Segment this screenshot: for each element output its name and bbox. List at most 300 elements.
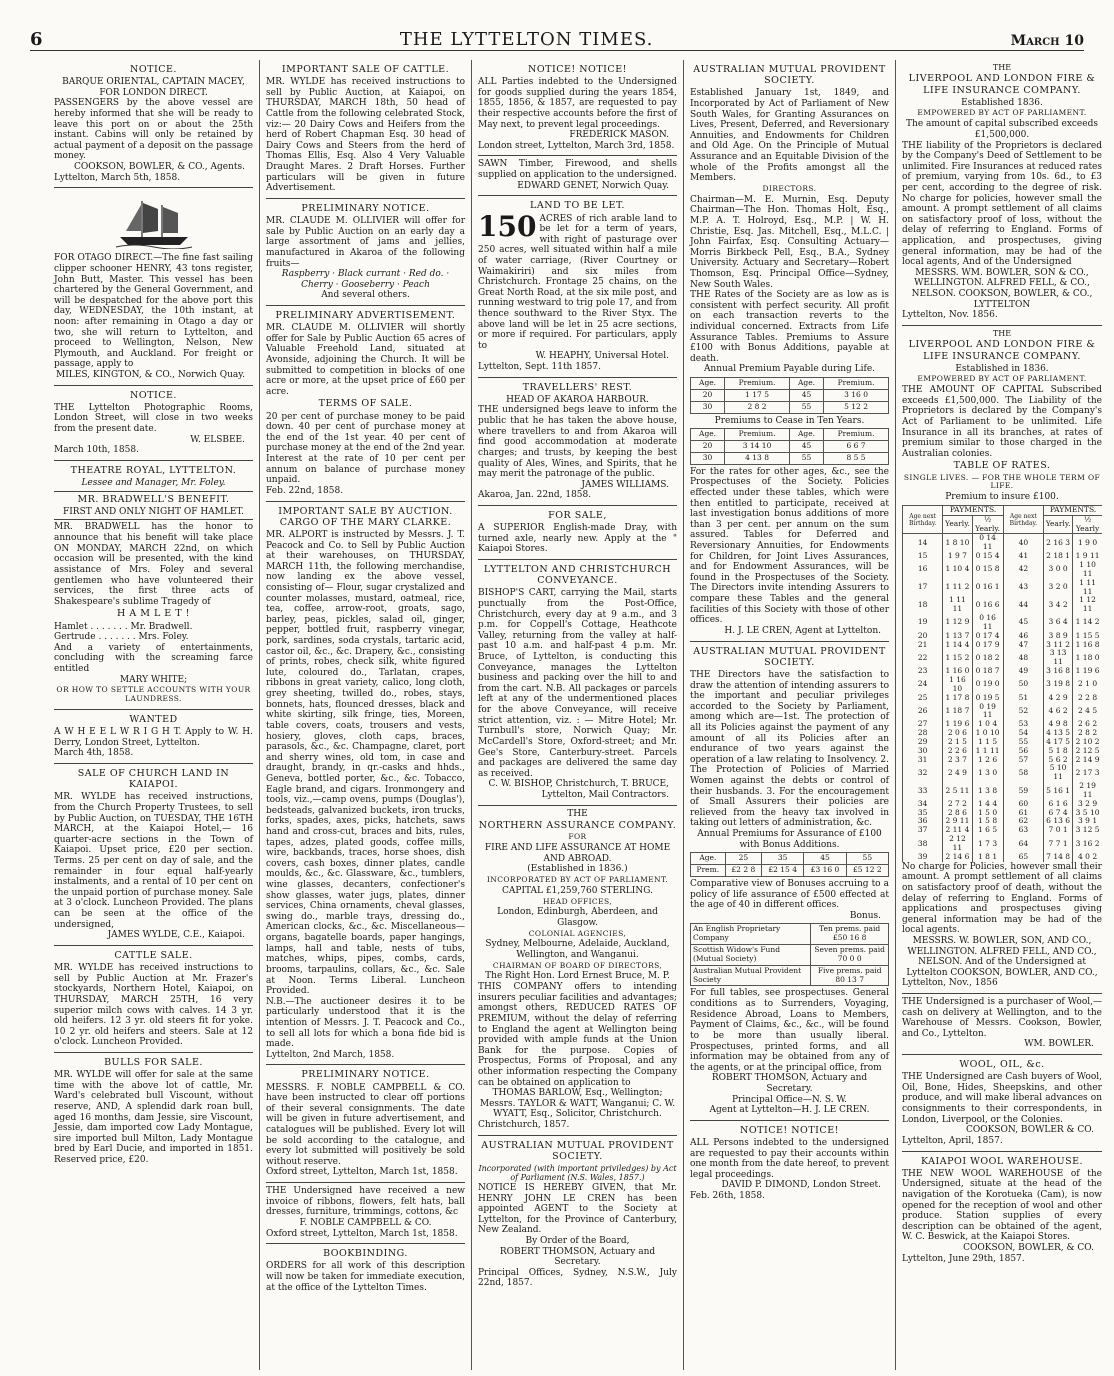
table-cell: 20 — [691, 389, 725, 401]
ad-body: THE AMOUNT OF CAPITAL Subscribed exceeds £1,500,000. The Liability of the Proprietors is declared by the Company's Act of Parliament to be unlimited. Life Insurance in all its branches, at rates of premium similar to those charged in the Australian colonies. — [902, 385, 1102, 459]
table-cell: 3 16 0 — [824, 389, 889, 401]
table-cell: 51 — [1003, 694, 1043, 703]
table-cell: 35 — [762, 853, 804, 865]
table-cell: 15 — [903, 552, 943, 561]
table-cell: 1 9 11 — [1073, 552, 1102, 561]
table-row — [691, 924, 889, 945]
ad-body: THE Undersigned are Cash buyers of Wool, Oil, Bone, Hides, Sheepskins, and other produce, and will make liberal advances on consignments to their correspondents, in London, Liverpool, or the Colonies. — [902, 1072, 1102, 1125]
ad-order: By Order of the Board, — [525, 1235, 630, 1246]
table-cell: Scottish Widow's Fund (Mutual Society) — [691, 945, 811, 966]
barque-notice — [54, 60, 253, 188]
table-cell: 2 8 2 — [725, 401, 790, 413]
table-cell: 22 — [903, 649, 943, 667]
table-header: Age next Birthday. — [1003, 505, 1043, 534]
table-cell: £2 15 4 — [762, 865, 804, 877]
table-cell: 2 6 2 — [1073, 720, 1102, 729]
table-cell: 39 — [903, 853, 943, 862]
table-cell: 23 — [903, 667, 943, 676]
bulls-sale — [54, 1053, 253, 1170]
ad-heading: SALE OF CHURCH LAND IN KAIAPOI. — [77, 767, 230, 791]
table-cell: 2 14 6 — [943, 853, 972, 862]
table-row — [903, 764, 1103, 782]
ad-date: Christchurch, 1857. — [478, 1120, 570, 1130]
table-cell: 14 — [903, 534, 943, 552]
theatre-benefit: MR. BRADWELL'S BENEFIT. — [77, 493, 230, 505]
table-cell: 1 10 11 — [1073, 561, 1102, 579]
table-cell: 63 — [1003, 826, 1043, 835]
table-caption: Annual Premium Payable during Life. — [703, 364, 876, 375]
wanted-advert — [54, 710, 253, 764]
ad-heading: NORTHERN ASSURANCE COMPANY. — [478, 820, 677, 832]
table-row — [903, 534, 1103, 552]
ad-body: MESSRS. F. NOBLE CAMPBELL & CO. have been instructed to clear off portions of their several consignments. The date will be given in future advertisement, and catalogues will be published. Every lot will be sold according to the catalogue, and every lot submitted will positively be sold without reserve. — [266, 1082, 465, 1167]
table-cell: 4 0 2 — [1073, 853, 1102, 862]
table-cell: 24 — [903, 676, 943, 694]
ship-icon — [114, 195, 194, 249]
table-header: PAYMENTS. — [1044, 505, 1102, 515]
ad-body: THE liability of the Proprietors is declared by the Company's Deed of Settlement to be unlimited. Fire Insurances at reduced rates of premium, varying from 10s. 6d., to £3 per cent, according to the degree of risk. No charge for policies, however small the amount. A prompt settlement of all claims on satisfactory proof of loss, without the delay of referring to England. Forms of application, and prospectuses, giving general information, may be had of the local agents, And of the Undersigned — [902, 140, 1102, 268]
farce-subtitle: OR HOW TO SETTLE ACCOUNTS WITH YOUR LAUNDRESS. — [56, 685, 251, 704]
table-cell: £5 12 2 — [846, 865, 888, 877]
ad-date: Oxford street, Lyttelton, March 1st, 1858. — [266, 1167, 458, 1178]
rates-table-body — [903, 534, 1103, 862]
table-cell: 4 13 5 — [1044, 729, 1073, 738]
table-cell: 28 — [903, 729, 943, 738]
table-cell: 30 — [691, 452, 725, 464]
table-cell: 26 — [903, 703, 943, 721]
ad-empowered: EMPOWERED BY ACT OF PARLIAMENT. — [917, 108, 1087, 118]
table-row — [691, 865, 889, 877]
chairman-label: CHAIRMAN OF BOARD OF DIRECTORS, — [492, 960, 663, 970]
table-cell: 2 4 5 — [1073, 703, 1102, 721]
table-cell: 55 — [1003, 738, 1043, 747]
table-cell: 56 — [1003, 747, 1043, 756]
ad-office: Principal Office—N. S. W. — [732, 1094, 847, 1105]
table-row — [903, 800, 1103, 809]
table-cell: 2 8 2 — [1073, 729, 1102, 738]
table-row — [903, 720, 1103, 729]
table-cell: 2 14 9 — [1073, 756, 1102, 765]
cattle-sale — [54, 946, 253, 1053]
table-cell: 7 7 1 — [1044, 835, 1073, 853]
table-cell: 5 12 2 — [824, 401, 889, 413]
column-1 — [48, 60, 260, 1370]
ad-fire-life: FIRE AND LIFE ASSURANCE AT HOME AND ABROAD. — [484, 843, 671, 864]
ad-title: BARQUE ORIENTAL, CAPTAIN MACEY, FOR LONDON DIRECT. — [62, 77, 245, 98]
ad-signature: MILES, KINGTON, & CO., Norwich Quay. — [56, 370, 245, 380]
table-cell: 3 8 9 — [1044, 632, 1073, 641]
ad-heading: THEATRE ROYAL, LYTTELTON. — [70, 464, 237, 476]
directors-label: DIRECTORS. — [762, 183, 817, 193]
ad-heading: LIVERPOOL AND LONDON FIRE & LIFE INSURANCE COMPANY. — [908, 73, 1096, 96]
table-cell: 1 16 10 — [943, 676, 972, 694]
table-cell: £3 16 0 — [804, 865, 846, 877]
table-cell: 1 11 2 — [943, 579, 972, 597]
column-4 — [684, 60, 896, 1370]
table-cell: 3 16 2 — [1073, 835, 1102, 853]
ad-body: PASSENGERS by the above vessel are hereby informed that she will be ready to leave this port on or about the 25th instant. Cabins will only be retained by actual payment of a deposit on the passage money. — [54, 98, 253, 162]
table-cell: 30 — [903, 747, 943, 756]
table-cell: 1 14 2 — [1073, 614, 1102, 632]
table-cell: 1 18 7 — [943, 703, 972, 721]
table-cell: 4 17 5 — [1044, 738, 1073, 747]
table-cell: 1 14 4 — [943, 641, 972, 650]
important-cattle-sale — [266, 60, 465, 199]
table-cell: 4 2 9 — [1044, 694, 1073, 703]
table-header: PAYMENTS. — [943, 505, 1003, 515]
ad-body: THE undersigned begs leave to inform the public that he has taken the above house, where travellers to and from Akaroa will find good accommodation at moderate charges; and trusts, by keeping the best quality of Ales, Wines, and Spirits, that he may merit the patronage of the public. — [478, 405, 677, 480]
table-cell: 3 2 0 — [1044, 579, 1073, 597]
table-cell: 2 9 11 — [943, 817, 972, 826]
table-cell: 0 15 8 — [972, 561, 1003, 579]
annual-label: Annual Premiums for Assurance of £100 with Bonus Additions. — [697, 829, 882, 850]
table-row — [903, 579, 1103, 597]
table-row — [691, 441, 889, 453]
ad-body-2: And a variety of entertainments, concluding with the screaming farce entitled — [54, 642, 253, 674]
table-cell: 0 16 11 — [972, 614, 1003, 632]
ad-signature: W. HEAPHY, Universal Hotel. — [535, 351, 669, 362]
table-cell: Ten prems. paid £50 16 8 — [811, 924, 889, 945]
table-row — [903, 552, 1103, 561]
table-cell: 53 — [1003, 720, 1043, 729]
ad-the: THE — [992, 328, 1012, 338]
table-cell: 0 19 11 — [972, 703, 1003, 721]
ad-signature: H. J. LE CREN, Agent at Lyttelton. — [724, 625, 881, 636]
ad-established: Established in 1836. — [955, 363, 1049, 374]
cast-gertrude: Gertrude . . . . . . . Mrs. Foley. — [54, 632, 189, 643]
table-cell: 0 19 5 — [972, 694, 1003, 703]
table-cell: Australian Mutual Provident Society — [691, 965, 811, 986]
table-cell: 55 — [789, 401, 823, 413]
ad-heading: BOOKBINDING. — [323, 1248, 408, 1260]
ad-date: Akaroa, Jan. 22nd, 1858. — [478, 490, 592, 501]
table-cell: 40 — [1003, 534, 1043, 552]
table-row — [903, 756, 1103, 765]
ad-heading: LIVERPOOL AND LONDON FIRE & LIFE INSURANCE COMPANY. — [908, 339, 1096, 362]
chairman: The Right Hon. Lord Ernest Bruce, M. P. — [485, 971, 670, 982]
table-cell: 43 — [1003, 579, 1043, 597]
ad-subheading: HEAD OF AKAROA HARBOUR. — [506, 394, 649, 405]
table-cell: 1 3 0 — [972, 764, 1003, 782]
table-cell: 1 15 2 — [943, 649, 972, 667]
ad-agent: Agent at Lyttelton—H. J. LE CREN. — [709, 1105, 870, 1116]
ad-capital: CAPITAL £1,259,760 STERLING. — [502, 885, 653, 896]
ad-body: ORDERS for all work of this description will now be taken for immediate execution, at the office of the Lyttelton Times. — [266, 1261, 465, 1293]
ad-date: Feb. 26th, 1858. — [690, 1191, 765, 1202]
table-cell: 1 15 5 — [1073, 632, 1102, 641]
ad-body: Established January 1st, 1849, and Incorporated by Act of Parliament of New South Wales, for Granting Assurances on Lives, Present, Deferred, and Reversionary Annuities, and Endowments for Children and Old Age. On the Principle of Mutual Assurance and an Equitable Division of the whole of the Profits amongst all the Members. — [690, 88, 889, 184]
table-header: ½ Yearly — [1073, 515, 1102, 534]
table-row — [903, 782, 1103, 800]
table-cell: 20 — [903, 632, 943, 641]
theatre-lessee: Lessee and Manager, Mr. Foley. — [81, 478, 226, 489]
table-cell: 5 16 1 — [1044, 782, 1073, 800]
table-cell: 46 — [1003, 632, 1043, 641]
ad-body-2: No charge for Policies, however small their amount. A prompt settlement of all claims on satisfactory proof of death, without the delay of referring to England. Forms of applications and prospectuses giving general information may be had of the local agents. — [902, 861, 1102, 936]
ad-signature: COOKSON, BOWLER & CO. — [966, 1125, 1094, 1136]
table-cell: 45 — [789, 441, 823, 453]
table-cell: 2 16 3 — [1044, 534, 1073, 552]
ad-body: A W H E E L W R I G H T. Apply to W. H. Derry, London Street, Lyttelton. — [54, 727, 253, 748]
table-row — [903, 703, 1103, 721]
church-land-sale — [54, 764, 253, 946]
ad-signature: W. ELSBEE. — [190, 434, 245, 445]
table-cell: 25 — [903, 694, 943, 703]
table-cell: 38 — [903, 835, 943, 853]
table-cell: 29 — [903, 738, 943, 747]
table-header: Yearly. — [1044, 515, 1073, 534]
table-row — [903, 694, 1103, 703]
table-cell: 3 16 8 — [1044, 667, 1073, 676]
theatre-first-night: FIRST AND ONLY NIGHT OF HAMLET. — [63, 506, 244, 517]
ad-the: THE — [992, 63, 1012, 72]
ad-heading: PRELIMINARY NOTICE. — [301, 1069, 430, 1081]
table-cell: 20 — [691, 441, 725, 453]
premium-table-ten-years — [690, 428, 889, 465]
ad-signature: EDWARD GENET, Norwich Quay. — [517, 180, 669, 191]
table-header: Age. — [789, 378, 823, 390]
table-cell: 1 5 0 — [972, 809, 1003, 818]
mary-clarke-auction — [266, 502, 465, 1066]
ad-body: MR. BRADWELL has the honor to announce that his benefit will take place ON MONDAY, MARCH 22nd, on which occasion will be presented, with the kind assistance of Mrs. Foley and several gentlemen who have volunteered their services, the first three acts of Shakespeare's sublime Tragedy of — [54, 522, 253, 607]
column-3 — [472, 60, 684, 1370]
ad-agents: MESSRS. WM. BOWLER, SON & CO., WELLINGTON. ALFRED FELL, & CO., NELSON. COOKSON, BOWLER, & CO., LYTTELTON — [911, 267, 1093, 310]
table-row — [903, 649, 1103, 667]
table-cell: 61 — [1003, 809, 1043, 818]
table-cell: 2 1 5 — [943, 738, 972, 747]
table-row — [903, 853, 1103, 862]
photo-notice — [54, 386, 253, 461]
table-cell: 6 7 4 — [1044, 809, 1073, 818]
table-subheading: SINGLE LIVES. — FOR THE WHOLE TERM OF LIFE. — [903, 472, 1101, 491]
table-cell: 25 — [725, 853, 761, 865]
table-cell: 2 3 7 — [943, 756, 972, 765]
land-advert — [266, 306, 465, 502]
table-cell: 57 — [1003, 756, 1043, 765]
table-cell: 1 0 4 — [972, 720, 1003, 729]
ad-signature: JAMES WYLDE, C.E., Kaiapoi. — [107, 930, 245, 941]
table-cell: 52 — [1003, 703, 1043, 721]
rates-table — [902, 505, 1102, 862]
table-cell: 54 — [1003, 729, 1043, 738]
ad-body: MR. WYLDE will offer for sale at the same time with the above lot of cattle, Mr. Ward's celebrated bull Viscount, without reserve, AND, A splendid dark roan bull, aged 16 months, dam Jessie, sire Viscount, Jessie, dam imported cow Lady Montague, sire imported bull Milton, Lady Montague bred by Earl Ducie, and imported in 1851. Reserved price, £20. — [54, 1070, 253, 1166]
table-cell: An English Proprietary Company — [691, 924, 811, 945]
table-cell: 1 17 8 — [943, 694, 972, 703]
table-header: Age. — [789, 429, 823, 441]
table-row — [903, 641, 1103, 650]
terms-heading: TERMS OF SALE. — [318, 398, 413, 410]
table-row — [903, 826, 1103, 835]
ad-signature: COOKSON, BOWLER, & CO., Agents. — [73, 162, 245, 173]
table-cell: 8 5 5 — [824, 452, 889, 464]
terms-body: 20 per cent of purchase money to be paid down. 40 per cent of purchase money at the end of the 1st year. 40 per cent of purchase money at the end of the 2nd year. Interest at the rate of 10 per cent per annum on balance of purchase money unpaid. — [266, 411, 465, 486]
table-cell: 2 8 6 — [943, 809, 972, 818]
jams-notice — [266, 199, 465, 306]
bonus-label: Bonus. — [849, 910, 881, 921]
table-cell: 55 — [789, 452, 823, 464]
ad-heading: IMPORTANT SALE BY AUCTION. CARGO OF THE MARY CLARKE. — [278, 505, 453, 528]
campbell-notice — [266, 1065, 465, 1183]
ad-incorporated: INCORPORATED BY ACT OF PARLIAMENT. — [486, 875, 669, 885]
table-cell: 21 — [903, 641, 943, 650]
timber-advert — [478, 156, 677, 196]
table-cell: 5 6 2 — [1044, 756, 1073, 765]
table-cell: 4 6 2 — [1044, 703, 1073, 721]
amp-agent-notice — [478, 1136, 677, 1293]
table-row — [903, 561, 1103, 579]
ad-heading: LAND TO BE LET. — [530, 200, 625, 212]
ad-heading: PRELIMINARY ADVERTISEMENT. — [275, 309, 456, 321]
table-cell: 19 — [903, 614, 943, 632]
ad-date: Lyttelton, Nov., 1856 — [902, 978, 998, 989]
wool-purchase-notice — [902, 994, 1102, 1055]
comparative-text: Comparative view of Bonuses accruing to a policy of life assurance of £500 effected at the age of 40 in different offices. — [690, 878, 889, 911]
ad-body: THE Undersigned is a purchaser of Wool,—cash on delivery at Wellington, and to the Warehouse of Messrs. Cookson, Bowler, and Co., Lyttelton. — [902, 997, 1102, 1039]
table-cell: 0 18 7 — [972, 667, 1003, 676]
ad-body: SAWN Timber, Firewood, and shells supplied on application to the undersigned. — [478, 159, 677, 181]
table-cell: 6 13 6 — [1044, 817, 1073, 826]
table-cell: 3 6 4 — [1044, 614, 1073, 632]
table-row — [903, 747, 1103, 756]
table-cell: 2 2 8 — [1073, 694, 1102, 703]
table-cell: 1 19 6 — [1073, 667, 1102, 676]
table-cell: 5 10 11 — [1044, 764, 1073, 782]
cast-hamlet: Hamlet . . . . . . . Mr. Bradwell. — [54, 621, 193, 632]
table-cell: £2 2 8 — [725, 865, 761, 877]
ad-signature: FREDERICK MASON. — [569, 130, 669, 141]
ad-body: NOTICE IS HEREBY GIVEN, that Mr. HENRY JOHN LE CREN has been appointed AGENT to the Society at Lyttelton, for the Province of Canterbury, New Zealand. — [478, 1182, 677, 1236]
table-header: Age. — [691, 378, 725, 390]
page-number: 6 — [30, 28, 43, 50]
ad-body: MR. CLAUDE M. OLLIVIER will shortly offer for Sale by Public Auction 65 acres of Valuable Freehold Land, situated at Avonside, adjoining the Church. It will be submitted to competition in blocks of one acre or more, at the upset price of £60 per acre. — [266, 323, 465, 397]
head-offices-label: HEAD OFFICES, — [542, 896, 613, 906]
kaiapoi-warehouse-advert — [902, 1152, 1102, 1269]
table-cell: 1 2 6 — [972, 756, 1003, 765]
table-cell: 64 — [1003, 835, 1043, 853]
table-cell: 1 17 5 — [725, 389, 790, 401]
ad-established: (Established in 1836.) — [527, 864, 628, 875]
ad-capital: The amount of capital subscribed exceeds £1,500,000. — [906, 119, 1098, 140]
ad-date: Oxford street, Lyttelton, March 1st, 1858. — [266, 1228, 458, 1239]
table-header: ½ Yearly. — [972, 515, 1003, 534]
northern-assurance — [478, 806, 677, 1136]
table-cell: 1 16 8 — [1073, 641, 1102, 650]
ad-signature: COOKSON, BOWLER, & CO. — [963, 1242, 1094, 1253]
table-cell: 1 8 1 — [972, 853, 1003, 862]
table-row — [903, 676, 1103, 694]
table-cell: 45 — [1003, 614, 1043, 632]
table-cell: 3 19 8 — [1044, 676, 1073, 694]
ad-signature: WM. BOWLER. — [1024, 1039, 1094, 1050]
table-cell: 34 — [903, 800, 943, 809]
table-cell: 2 5 11 — [943, 782, 972, 800]
ad-heading: CATTLE SALE. — [114, 949, 193, 961]
table-row — [903, 614, 1103, 632]
ad-heading: LYTTELTON AND CHRISTCHURCH CONVEYANCE. — [483, 563, 672, 587]
ad-heading: AUSTRALIAN MUTUAL PROVIDENT SOCIETY. — [481, 1139, 674, 1162]
table-cell: 1 4 4 — [972, 800, 1003, 809]
liverpool-london-advert-2 — [902, 326, 1102, 994]
table-cell: 58 — [1003, 764, 1043, 782]
fruit-list: Raspberry · Black currant · Red do. · Cherry · Gooseberry · Peach — [281, 269, 450, 290]
table-cell: 1 5 8 — [972, 817, 1003, 826]
land-to-let — [478, 196, 677, 377]
table-header: Premium. — [725, 429, 790, 441]
table-cell: 37 — [903, 826, 943, 835]
ad-agents: MESSRS. W. BOWLER, SON, AND CO., WELLINGTON. ALFRED FELL, AND CO., NELSON. And of the Undersigned at Lyttelton COOKSON, BOWLER, AND CO., — [906, 935, 1098, 978]
table-cell: 27 — [903, 720, 943, 729]
directors: Chairman—M. E. Murnin, Esq. Deputy Chairman—The Hon. Thomas Holt, Esq., M.P. A. T. Holroyd, Esq., M.P. | W. H. Christie, Esq. Jas. Mitchell, Esq., M.L.C. | John Fairfax, Esq. Consulting Actuary—Morris Birkbeck Pell, Esq., B.A., Sydney University. Actuary and Secretary—Robert Thomson, Esq. Principal Office—Sydney, New South Wales. — [690, 194, 889, 290]
table-cell: 1 3 8 — [972, 782, 1003, 800]
ad-heading: BULLS FOR SALE. — [104, 1056, 203, 1068]
column-2 — [260, 60, 472, 1370]
table-cell: 2 18 1 — [1044, 552, 1073, 561]
table-cell: 42 — [1003, 561, 1043, 579]
table-cell: 62 — [1003, 817, 1043, 826]
farce-title: MARY WHITE; — [119, 674, 188, 685]
ad-heading: NOTICE! NOTICE! — [740, 1124, 839, 1136]
ad-body: MR. CLAUDE M. OLLIVIER will offer for sale by Public Auction on an early day a large assortment of jams and jellies, manufactured in Akaroa of the following fruits— — [266, 216, 465, 269]
table-cell: Age. — [691, 853, 726, 865]
table-row — [903, 667, 1103, 676]
ad-heading: NOTICE. — [130, 64, 177, 75]
ad-date: Lyttelton, March 5th, 1858. — [54, 172, 181, 183]
table-cell: 3 0 0 — [1044, 561, 1073, 579]
newspaper-title: THE LYTTELTON TIMES. — [399, 28, 654, 50]
table-header: Age next Birthday. — [903, 505, 943, 534]
table-row — [691, 401, 889, 413]
table-cell: 4 13 8 — [725, 452, 790, 464]
liverpool-london-advert-1 — [902, 60, 1102, 326]
ad-body: THE Directors have the satisfaction to draw the attention of intending assurers to the important and peculiar privileges accorded to the Society by Parliament, among which are—1st. The protection of all its Policies against the payment of any amount of all its Policies after an endurance of two years against the operation of a law relating to Insolvency. 2. The Protection of Policies of Married Women against the debts or control of their husbands. 3. For the encouragement of Small Assurers their policies are relieved from the heavy tax involved in taking out letters of administration, &c. — [690, 669, 889, 829]
table-cell: 4 9 8 — [1044, 720, 1073, 729]
table-cell: 3 9 1 — [1073, 817, 1102, 826]
table-cell: 1 13 7 — [943, 632, 972, 641]
acreage-number: 150 — [478, 209, 537, 243]
table-caption: Premiums to Cease in Ten Years. — [714, 415, 865, 426]
table-cell: 0 16 1 — [972, 579, 1003, 597]
ad-footer: For full tables, see prospectuses. General conditions as to Surrenders, Voyaging, Residence Abroad, Loans to Members, Payment of Claims, &c., &c., will be found to be more than usually liberal. Prospectuses, printed forms, and all information may be obtained from any of the agents, or at the principal office, from — [690, 988, 889, 1073]
travellers-rest — [478, 378, 677, 506]
head-offices: London, Edinburgh, Aberdeen, and Glasgow. — [497, 907, 658, 928]
ad-body: MR. ALPORT is instructed by Messrs. J. T. Peacock and Co. to Sell by Public Auction at their warehouses, on THURSDAY, MARCH 11th, the following merchandise, now landing ex the above vessel, consisting of— Flour, sugar crystalized and counter molasses, mustard, oatmeal, rice, tea, coffee, arrow-root, groats, sago, barley, peas, pickles, salad oil, ginger, pepper, bottled fruit, raspberry vinegar, pork, sardines, soda crystals, tartaric acid, castor oil, &c., &c. Drapery, &c., consisting of prints, robes, check silk, white figured lute, coloured do., Tarlatan, crapes, ribbons in great variety, calico, long cloth, grey sheeting, twilled do., robes, stays, bonnets, hats, flounced dresses, black and white skirting, silk fringe, ties, Moreen, table covers, coats, trousers and vests, hosiery, gloves, cloth caps, braces, parasols, &c., &c. Champagne, claret, port and sherry wines, old tom, in case and draught, brandy, in qr.-casks and hhds., Geneva, bottled porter, &c., &c. Tobacco, Eagle brand, and cigars. Ironmongery and tools, viz.,—camp ovens, pumps (Douglas'), bedsteads, galvanized buckets, iron trucks, forks, spades, axes, picks, hatchets, saws hand and cross-cut, braces and bits, rules, tapes, adzes, plated goods, coffee mills, wire, backbands, traces, horse shoes, dish covers, cash boxes, dinner plates, candle moulds, &c., &c. Glassware, &c., tumblers, wine glasses, decanters, confectioner's show glasses, water jugs, plates, dinner services, China ornaments, cheval glasses, swing do., marble trays, dressing do., American clocks, &c., &c. Miscellaneous—organs, bagatelle boards, paper hangings, lamps, hall and table, nests of tubs, matches, whips, pipes, combs, cards, brooms, tarpaulins, collars, &c., &c. Sale at Noon. Terms Liberal. Luncheon Provided. — [266, 529, 465, 997]
table-cell: 0 14 11 — [972, 534, 1003, 552]
table-cell: 1 12 11 — [1073, 596, 1102, 614]
table-cell: 1 1 11 — [972, 747, 1003, 756]
ad-date: Principal Offices, Sydney, N.S.W., July 22nd, 1857. — [478, 1267, 677, 1289]
ad-date: Lyttelton, 2nd March, 1858. — [266, 1049, 395, 1060]
amp-privileges-advert — [690, 642, 889, 1121]
ad-body-2: For the rates for other ages, &c., see the Prospectuses of the Society. Policies effected under these tables, which were then entitled to participate, received at last investigation bonus additions of more than 3 per cent. per annum on the sum assured. Tables for Deferred and Reversionary Annuities, for Endowments for Children, for Joint Lives Assurances, and for Endowment Assurances, will be found in the Prospectuses of the Society. The Directors invite intending Assurers to compare these Tables and the general facilities of this Society with those of other offices. — [690, 466, 889, 626]
table-cell: 2 2 6 — [943, 747, 972, 756]
table-cell: 1 18 0 — [1073, 649, 1102, 667]
table-cell: 1 12 9 — [943, 614, 972, 632]
table-cell: 2 0 6 — [943, 729, 972, 738]
table-cell: 1 9 7 — [943, 552, 972, 561]
table-cell: 1 16 0 — [943, 667, 972, 676]
table-cell: 1 8 10 — [943, 534, 972, 552]
ad-for: FOR — [568, 832, 587, 842]
table-cell: 2 1 0 — [1073, 676, 1102, 694]
ad-signature: DAVID P. DIMOND, London Street. — [721, 1180, 881, 1191]
table-cell: 0 15 4 — [972, 552, 1003, 561]
ad-date: London street, Lyttelton, March 3rd, 1858. — [478, 140, 675, 151]
table-cell: 48 — [1003, 649, 1043, 667]
table-cell: 41 — [1003, 552, 1043, 561]
ad-established: Established 1836. — [961, 97, 1043, 108]
ad-heading: FOR SALE, — [548, 509, 607, 521]
ad-signature: ROBERT THOMSON, Actuary and Secretary. — [711, 1073, 868, 1094]
